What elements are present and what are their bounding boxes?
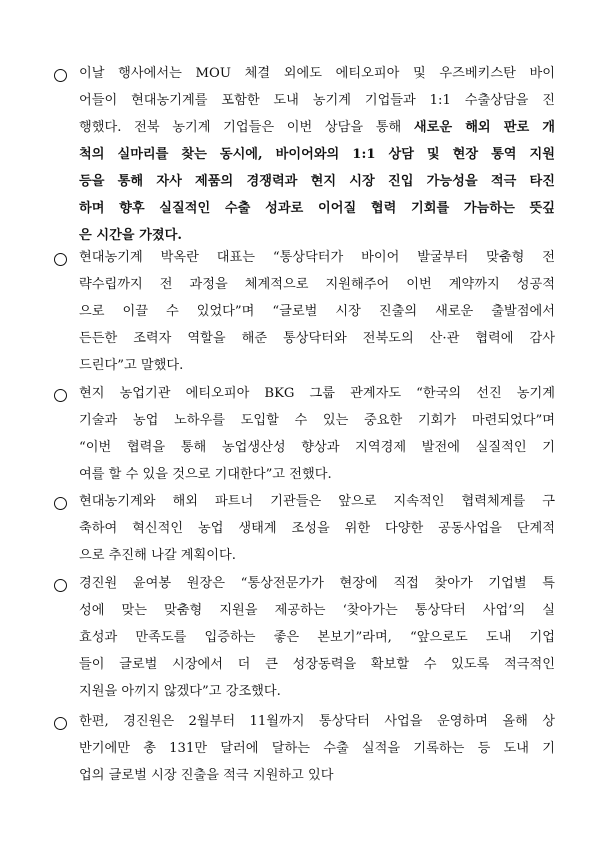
paragraph-line: [79, 519, 555, 539]
paragraph-line: [79, 329, 555, 349]
text-run: 지원을 아끼지 않겠다”고 강조했다.: [79, 684, 281, 699]
text-run: 현대농기계 박옥란 대표는 “통상닥터가 바이어 발굴부터 맞춤형 전: [79, 250, 555, 265]
text-run: 축하여 혁신적인 농업 생태계 조성을 위한 다양한 공동사업을 단계적: [79, 521, 555, 536]
paragraph-line: [79, 546, 555, 566]
text-run: 여를 할 수 있을 것으로 기대한다”고 전했다.: [79, 467, 332, 482]
paragraph-line: [79, 172, 555, 192]
text-run: 들이 글로벌 시장에서 더 큰 성장동력을 확보할 수 있도록 적극적인: [79, 657, 555, 672]
text-run: “이번 협력을 통해 농업생산성 향상과 지역경제 발전에 실질적인 기: [79, 440, 555, 455]
circle-bullet-icon: [54, 497, 67, 510]
circle-bullet-icon: [54, 579, 67, 592]
text-run: 드린다”고 말했다.: [79, 358, 184, 373]
paragraph-line: [79, 302, 555, 322]
paragraph-line: [79, 356, 555, 376]
paragraph-line: [79, 739, 555, 759]
paragraph-line: [79, 411, 555, 431]
paragraph-line: [79, 682, 555, 702]
text-run: 든든한 조력자 역할을 해준 통상닥터와 전북도의 산·관 협력에 감사: [79, 331, 555, 346]
paragraph-line: [79, 384, 555, 404]
paragraph-line: [79, 574, 555, 594]
text-run: 현지 농업기관 에티오피아 BKG 그룹 관계자도 “한국의 선진 농기계: [79, 386, 555, 401]
text-run: 기술과 농업 노하우를 도입할 수 있는 중요한 기회가 마련되었다”며: [79, 413, 555, 428]
circle-bullet-icon: [54, 389, 67, 402]
text-run: 어들이 현대농기계를 포함한 도내 농기계 기업들과 1:1 수출상담을 진: [79, 93, 555, 108]
circle-bullet-icon: [54, 253, 67, 266]
text-run: 경진원 윤여봉 원장은 “통상전문가가 현장에 직접 찾아가 기업별 특: [79, 576, 555, 591]
text-run: 략수립까지 전 과정을 체계적으로 지원해주어 이번 계약까지 성공적: [79, 277, 555, 292]
circle-bullet-icon: [54, 69, 67, 82]
bold-text-run: 은 시간을 가졌다.: [79, 228, 182, 243]
paragraph-line: [79, 226, 555, 246]
paragraph-line: [79, 465, 555, 485]
text-run: 업의 글로벌 시장 진출을 적극 지원하고 있다: [79, 768, 334, 783]
text-run: 효성과 만족도를 입증하는 좋은 본보기”라며, “앞으로도 도내 기업: [79, 630, 555, 645]
text-run: 으로 추진해 나갈 계획이다.: [79, 548, 236, 563]
text-run: 현대농기계와 해외 파트너 기관들은 앞으로 지속적인 협력체계를 구: [79, 494, 555, 509]
paragraph-line: [79, 145, 555, 165]
paragraph-line: [79, 91, 555, 111]
paragraph-line: [79, 712, 555, 732]
circle-bullet-icon: [54, 717, 67, 730]
paragraph-line: [79, 628, 555, 648]
paragraph-line: [79, 766, 555, 786]
paragraph-line: [79, 601, 555, 621]
text-run: 한편, 경진원은 2월부터 11월까지 통상닥터 사업을 운영하며 올해 상: [79, 714, 555, 729]
text-run: 이날 행사에서는 MOU 체결 외에도 에티오피아 및 우즈베키스탄 바이: [79, 66, 555, 81]
bold-text-run: 척의 실마리를 찾는 동시에, 바이어와의 1:1 상담 및 현장 통역 지원: [79, 147, 555, 162]
bold-text-run: 새로운 해외 판로 개: [413, 120, 555, 135]
paragraph-line: [79, 492, 555, 512]
paragraph-line: [79, 275, 555, 295]
paragraph-line: [79, 64, 555, 84]
text-run: 행했다. 전북 농기계 기업들은 이번 상담을 통해: [79, 120, 414, 135]
bold-text-run: 등을 통해 자사 제품의 경쟁력과 현지 시장 진입 가능성을 적극 타진: [79, 174, 555, 189]
text-run: 반기에만 총 131만 달러에 달하는 수출 실적을 기록하는 등 도내 기: [79, 741, 555, 756]
paragraph-line: [79, 438, 555, 458]
text-run: 으로 이끌 수 있었다”며 “글로벌 시장 진출의 새로운 출발점에서: [79, 304, 555, 319]
text-run: 성에 맞는 맞춤형 지원을 제공하는 ‘찾아가는 통상닥터 사업’의 실: [79, 603, 555, 618]
paragraph-line: [79, 199, 555, 219]
paragraph-line: [79, 248, 555, 268]
bold-text-run: 하며 향후 실질적인 수출 성과로 이어질 협력 기회를 가늠하는 뜻깊: [79, 201, 555, 216]
paragraph-line: [79, 118, 555, 138]
paragraph-line: [79, 655, 555, 675]
